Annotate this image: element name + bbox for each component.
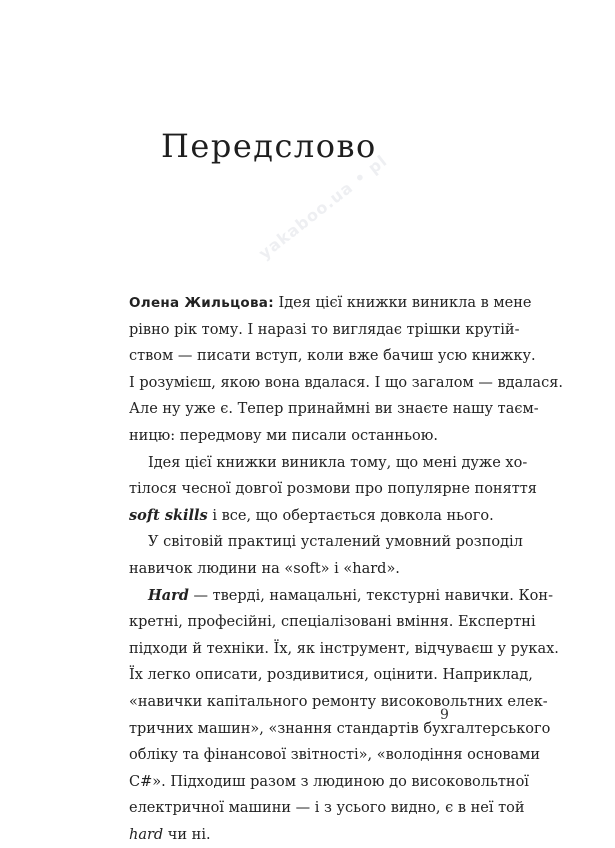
speaker-name: Олена Жильцова:: [129, 295, 274, 311]
watermark: yakaboo.ua • pl: [255, 150, 391, 263]
text-line: [129, 290, 532, 317]
text-span: Ідея цієї книжки виникла в мене: [278, 295, 532, 311]
text-line: тілося чесної довгої розмови про популярне поняття: [129, 481, 537, 498]
text-line: [129, 583, 553, 610]
text-line: обліку та фінансової звітності», «володіння основами: [129, 747, 541, 764]
body-text: [129, 290, 563, 848]
text-line: І розумієш, якою вона вдалася. І що загалом — вдалася.: [129, 374, 563, 391]
text-line: кретні, професійні, спеціалізовані вміння. Експертні: [129, 614, 536, 631]
term-soft-skills: soft skills: [129, 506, 208, 524]
text-line: У світовій практиці усталений умовний розподіл: [148, 534, 523, 551]
text-line: Ідея цієї книжки виникла тому, що мені дуже хо-: [148, 454, 528, 471]
text-line: Їх легко описати, роздивитися, оцінити. Наприклад,: [129, 667, 533, 684]
text-line: ством — писати вступ, коли вже бачиш усю книжку.: [129, 348, 536, 365]
term-hard-italic: hard: [129, 826, 164, 843]
text-line: рівно рік тому. І наразі то виглядає трішки крутій-: [129, 321, 520, 338]
text-line: ницю: передмову ми писали останньою.: [129, 427, 438, 444]
text-line: електричної машини — і з усього видно, є в неї той: [129, 800, 525, 817]
text-line: навичок людини на «soft» і «hard».: [129, 560, 400, 577]
text-line: підходи й техніки. Їх, як інструмент, відчуваєш у руках.: [129, 640, 559, 657]
text-line: C#». Підходиш разом з людиною до високовольтної: [129, 773, 529, 790]
text-span: і все, що обертається довкола нього.: [207, 507, 494, 524]
text-span: — тверді, намацальні, текстурні навички. Кон-: [188, 587, 553, 604]
text-line: тричних машин», «знання стандартів бухгалтерського: [129, 720, 551, 737]
term-hard: Hard: [148, 586, 189, 604]
page-number: 9: [440, 707, 449, 723]
text-span: чи ні.: [163, 826, 211, 843]
text-line: Але ну уже є. Тепер принаймні ви знаєте нашу таєм-: [129, 401, 539, 418]
text-line: «навички капітального ремонту високовольтних елек-: [129, 693, 548, 710]
chapter-title: Передслово: [161, 127, 377, 165]
text-line: [129, 503, 494, 530]
text-line: [129, 822, 487, 848]
